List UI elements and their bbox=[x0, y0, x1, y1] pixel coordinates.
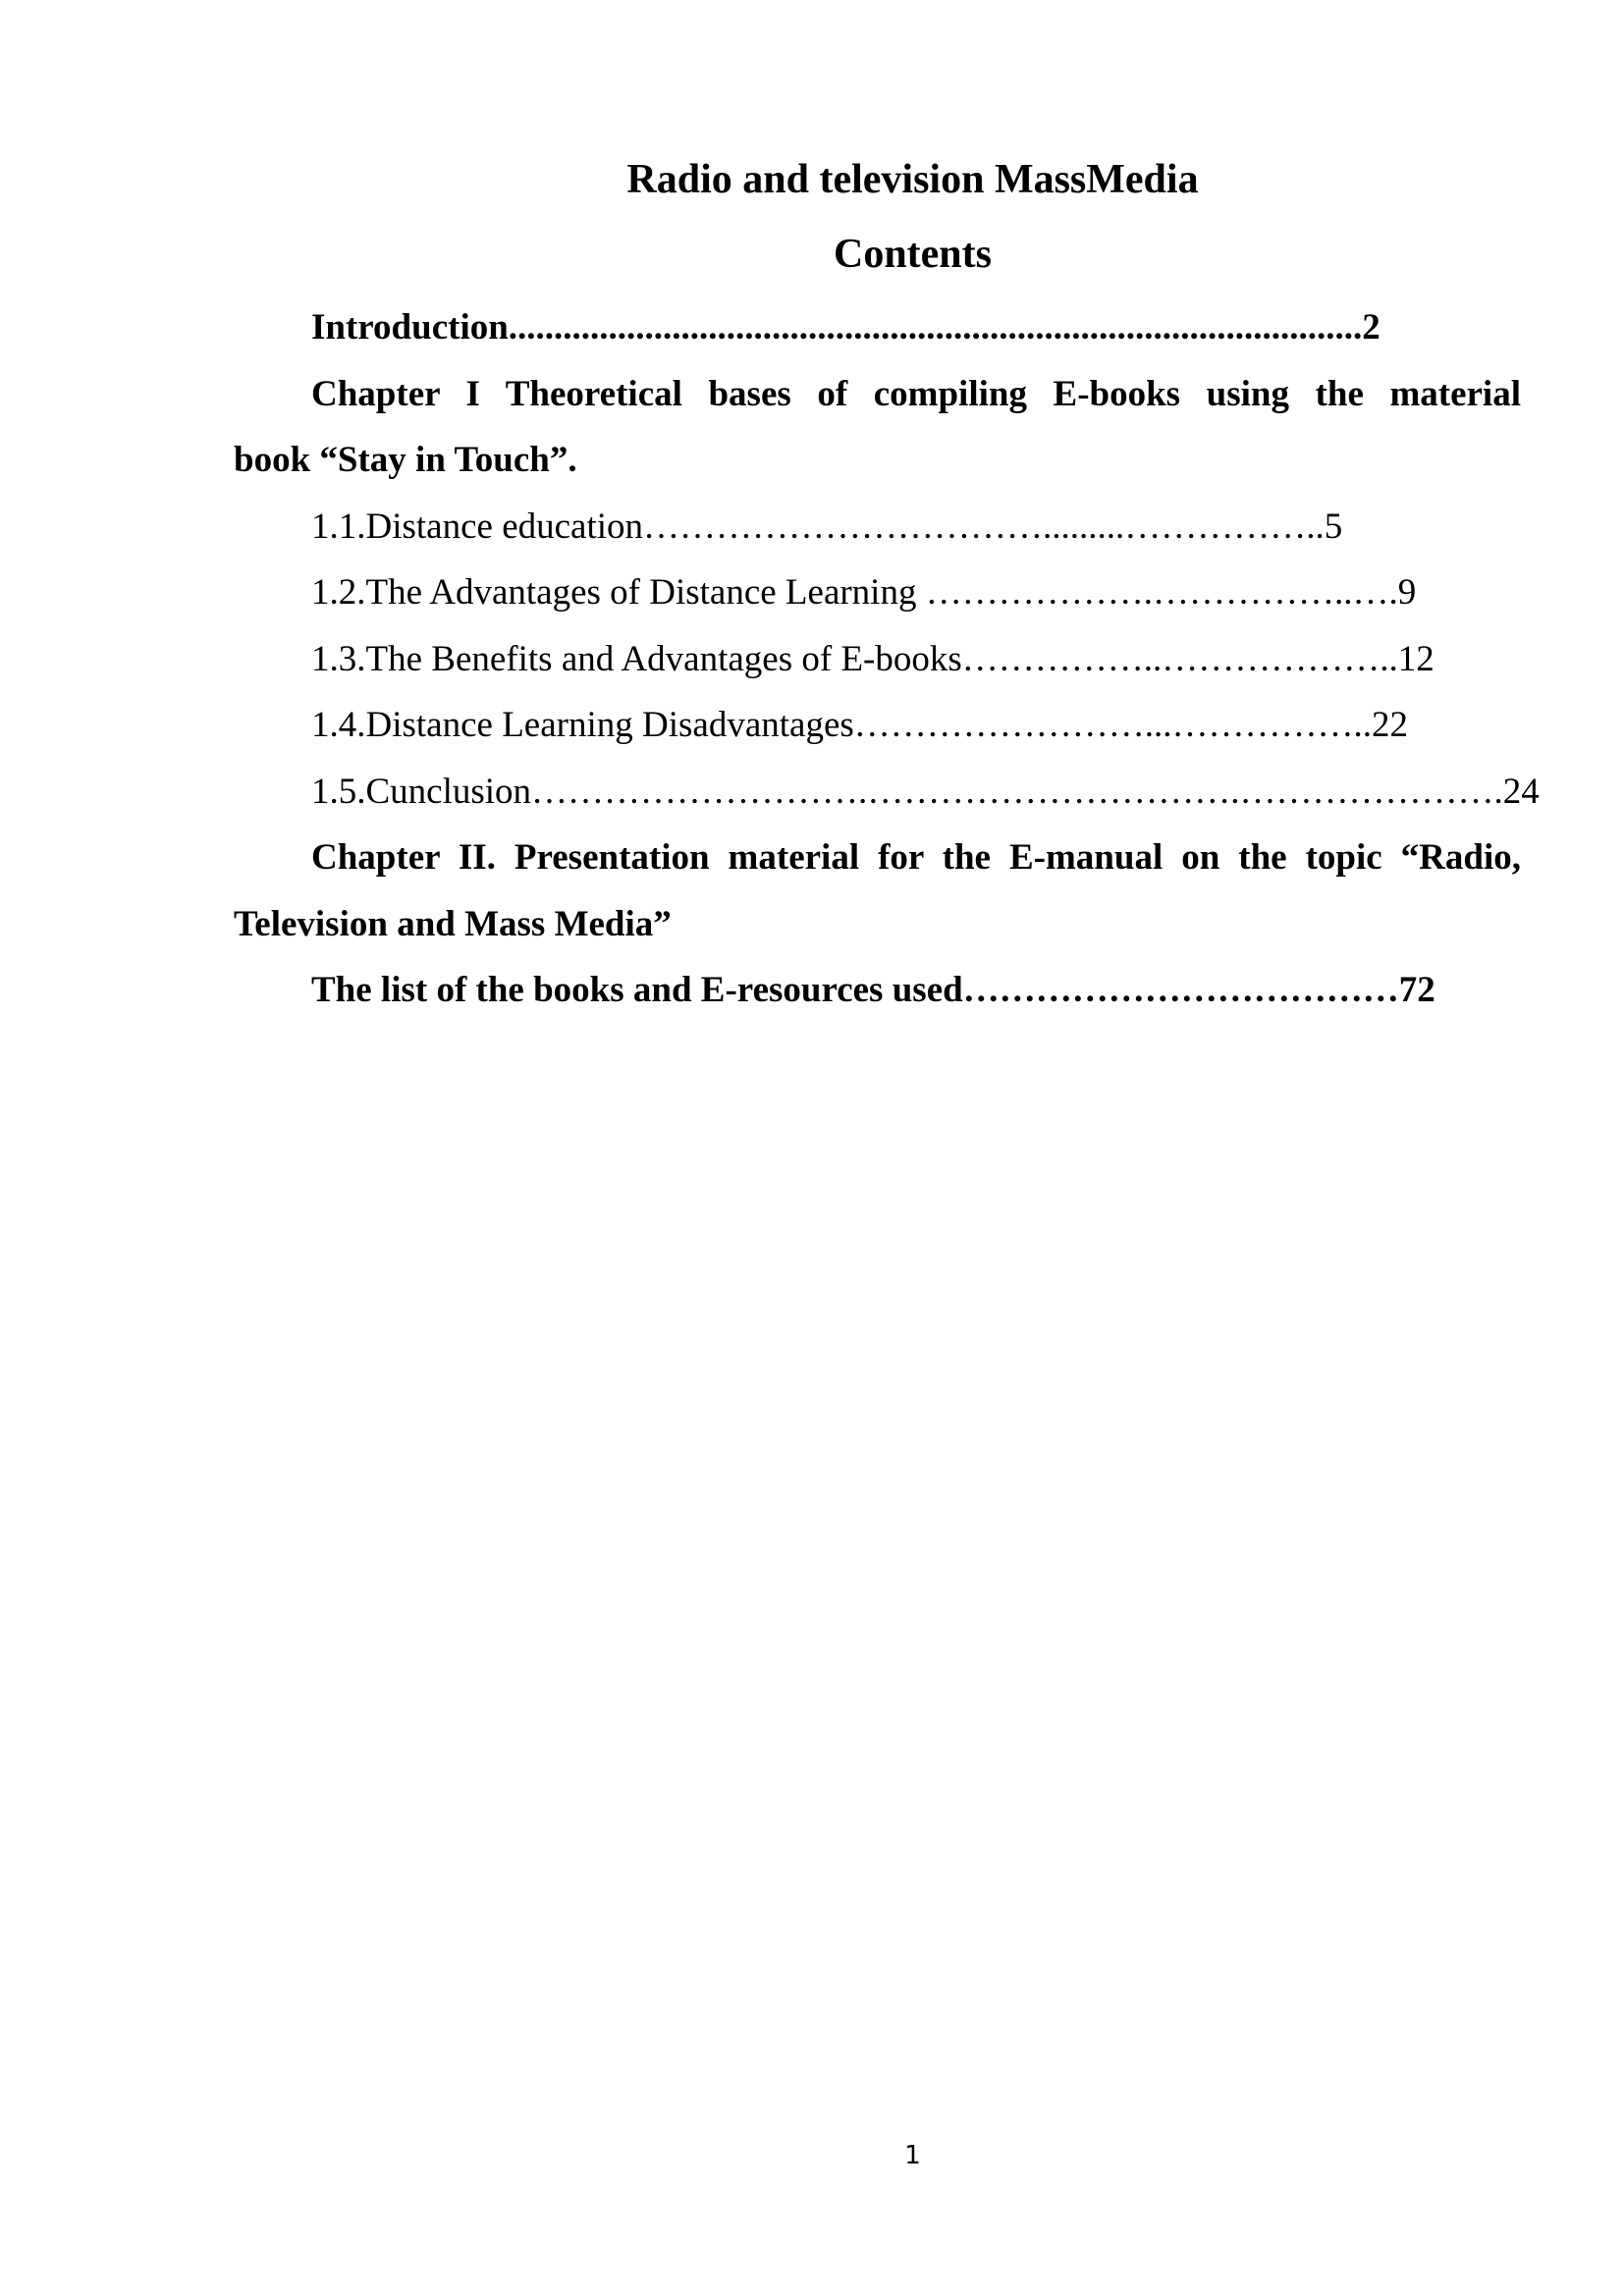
toc-chapter-2-title: Chapter II. Presentation material for the E-manual on the topic “Radio, bbox=[311, 837, 1521, 878]
page-number: 1 bbox=[904, 2141, 921, 2170]
toc-references: The list of the books and E-resources used………………………………72 bbox=[311, 970, 1435, 1010]
toc-chapter-1-title: Chapter I Theoretical bases of compiling E-books using the material bbox=[311, 374, 1521, 414]
toc-chapter-1-title-continued: book “Stay in Touch”. bbox=[234, 440, 577, 480]
toc-section-1-5: 1.5.Cunclusion……………………….………………………….………………….24 bbox=[311, 772, 1540, 812]
toc-section-1-1: 1.1.Distance education…………………………….........……………..5 bbox=[311, 507, 1343, 547]
toc-chapter-2-title-continued: Television and Mass Media” bbox=[234, 904, 672, 944]
document-title: Radio and television MassMedia bbox=[626, 157, 1199, 202]
toc-section-1-3: 1.3.The Benefits and Advantages of E-books……………..………………..12 bbox=[311, 639, 1435, 679]
contents-heading: Contents bbox=[833, 232, 992, 277]
toc-introduction: Introduction..............................................................................................2 bbox=[311, 307, 1380, 347]
toc-section-1-4: 1.4.Distance Learning Disadvantages……………………...……………..22 bbox=[311, 705, 1409, 745]
toc-section-1-2: 1.2.The Advantages of Distance Learning ……………….……………..….9 bbox=[311, 572, 1417, 613]
